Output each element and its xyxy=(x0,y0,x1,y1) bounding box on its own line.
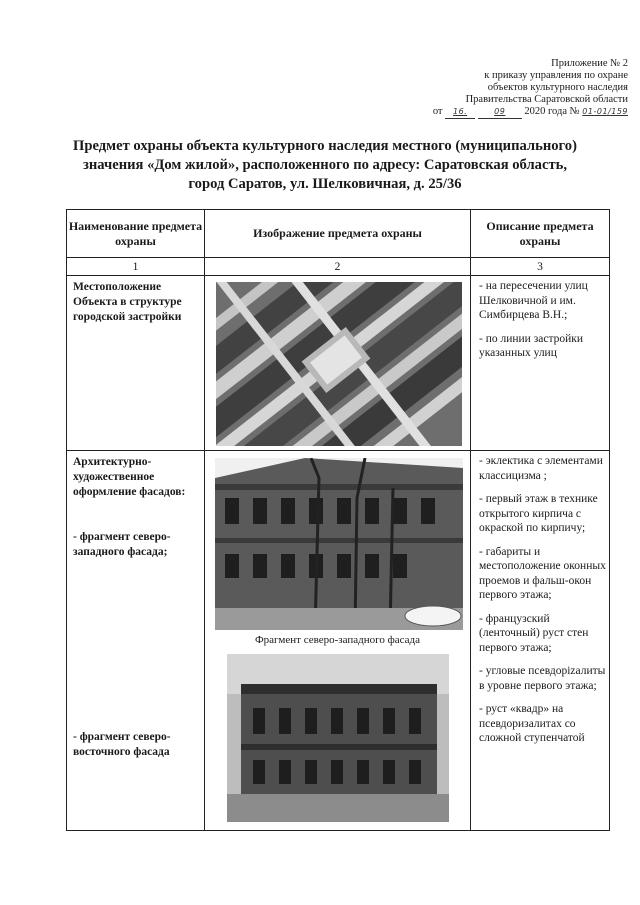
header-name: Наименование предмета охраны xyxy=(67,210,205,258)
subitem-ne: - фрагмент северо-восточного фасада xyxy=(73,731,171,758)
order-date-line: от 16. 09 2020 года № 01-01/159 xyxy=(432,106,628,117)
row-image-cell xyxy=(205,276,471,451)
appendix-line: объектов культурного наследия xyxy=(487,82,628,93)
handwritten-day: 16. xyxy=(453,107,468,116)
northeast-facade-image xyxy=(227,654,449,822)
description-item: - эклектика с элементами классицизма ; xyxy=(479,455,603,482)
appendix-block xyxy=(408,58,628,119)
protection-table xyxy=(66,209,610,831)
description-item: - французский (ленточный) руст стен первого этажа; xyxy=(479,612,589,654)
description-item: - габариты и местоположение оконных проемов и фальш-окон первого этажа; xyxy=(479,545,606,601)
subitem-nw: - фрагмент северо-западного фасада; xyxy=(73,531,171,558)
description-item: - угловые псевдорizалиты в уровне первого этажа; xyxy=(479,665,606,692)
aerial-map-photo xyxy=(216,282,462,446)
table-row xyxy=(67,276,610,451)
description-item: - первый этаж в технике открытого кирпича с окраской по кирпичу; xyxy=(479,493,598,534)
aerial-map-image xyxy=(216,282,462,446)
description-item: - на пересечении улиц Шелковичной и им. Симбирцева В.Н.; xyxy=(479,280,588,321)
appendix-line: к приказу управления по охране xyxy=(484,70,628,81)
document-title: Предмет охраны объекта культурного наследия местного (муниципального) значения «Дом жилой», расположенного по адресу: Саратовская область, город Саратов, ул. Шелковичная, д. 25/36 xyxy=(73,138,577,192)
row-description-cell xyxy=(471,451,610,831)
table-number-row: 1 2 3 xyxy=(67,258,610,276)
handwritten-number: 01-01/159 xyxy=(582,107,628,116)
header-image: Изображение предмета охраны xyxy=(205,210,471,258)
northeast-facade-photo xyxy=(227,654,449,822)
northwest-facade-photo xyxy=(215,458,463,630)
description-item: - руст «квадр» на псевдоризалитах со сложной ступенчатой xyxy=(479,703,585,744)
row-description-cell xyxy=(471,276,610,451)
row-name: Местоположение Объекта в структуре городской застройки xyxy=(67,276,205,451)
photo-caption: Фрагмент северо-западного фасада xyxy=(254,634,420,646)
appendix-line: Правительства Саратовской области xyxy=(465,94,628,105)
table-row xyxy=(67,451,610,831)
row-image-cell xyxy=(205,451,471,831)
description-item: - по линии застройки указанных улиц xyxy=(479,332,584,359)
row-name-cell: Архитектурно-художественное оформление фасадов: - фрагмент северо-западного фасада; - фрагмент северо-восточного фасада xyxy=(67,451,205,831)
northwest-facade-image xyxy=(215,458,463,630)
table-header-row xyxy=(67,210,610,258)
handwritten-month: 09 xyxy=(494,107,506,116)
appendix-line: Приложение № 2 xyxy=(551,58,628,69)
header-description: Описание предмета охраны xyxy=(471,210,610,258)
